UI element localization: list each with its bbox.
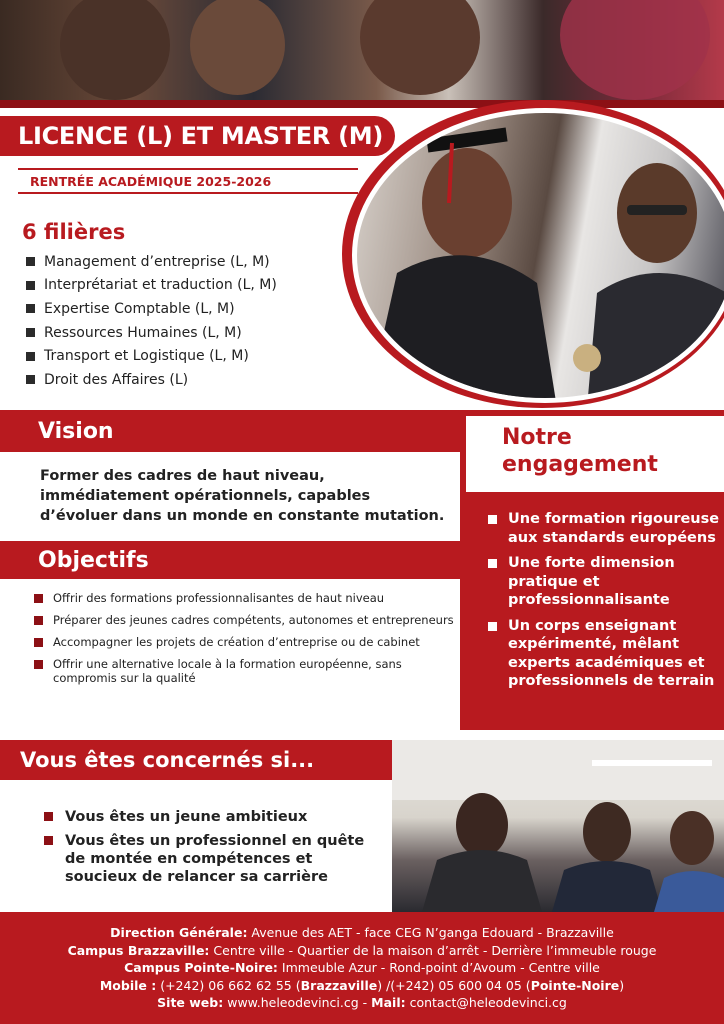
- list-item: [34, 657, 454, 685]
- graduation-photo: [352, 108, 724, 403]
- concernes-text: Vous êtes un professionnel en quête de montée en compétences et soucieux de relancer sa carrière: [65, 833, 365, 885]
- footer-city: Pointe-Noire: [530, 977, 620, 993]
- list-item: [26, 344, 277, 368]
- filieres-heading: 6 filières: [22, 220, 126, 244]
- footer-value: Centre ville - Quartier de la maison d’arrêt - Derrière l’immeuble rouge: [209, 942, 657, 958]
- bullet-square-icon: [26, 281, 35, 290]
- filiere-label: Transport et Logistique (L, M): [44, 348, 249, 365]
- filiere-label: Interprétariat et traduction (L, M): [44, 277, 277, 294]
- academic-year-bar: [18, 168, 358, 194]
- student-face: [360, 0, 480, 95]
- bullet-square-icon: [488, 559, 497, 568]
- engagement-heading-line2: engagement: [502, 452, 658, 477]
- bullet-square-icon: [26, 257, 35, 266]
- objectif-text: Préparer des jeunes cadres compétents, autonomes et entrepreneurs: [53, 613, 454, 627]
- bullet-square-icon: [44, 812, 53, 821]
- academic-year: RENTRÉE ACADÉMIQUE 2025-2026: [30, 173, 272, 189]
- footer-mobile: [0, 977, 724, 995]
- footer-web: [0, 994, 724, 1012]
- students-illustration: [392, 740, 724, 912]
- student-clothing: [560, 0, 710, 100]
- bullet-square-icon: [488, 622, 497, 631]
- students-photo: [392, 740, 724, 912]
- list-item: [26, 274, 277, 298]
- footer-label: Site web:: [157, 995, 224, 1010]
- filiere-label: Expertise Comptable (L, M): [44, 300, 235, 317]
- program-title-bar: [0, 116, 395, 156]
- graduation-illustration: [357, 113, 724, 403]
- list-item: [34, 613, 454, 627]
- list-item: [34, 635, 454, 649]
- filiere-label: Management d’entreprise (L, M): [44, 253, 270, 270]
- objectifs-heading: Objectifs: [38, 547, 149, 573]
- engagement-list: [488, 510, 720, 698]
- footer-value: Avenue des AET - face CEG N’ganga Edouard - Brazzaville: [247, 925, 614, 940]
- engagement-heading-line1: Notre: [502, 425, 572, 450]
- footer-label: Campus Pointe-Noire:: [124, 960, 278, 975]
- concernes-text: Vous êtes un jeune ambitieux: [65, 809, 308, 825]
- bullet-square-icon: [34, 660, 43, 669]
- top-divider: [0, 100, 724, 108]
- list-item: [26, 250, 277, 274]
- list-item: [488, 554, 720, 610]
- footer-label: Mobile :: [99, 977, 157, 993]
- objectifs-heading-bar: [0, 541, 460, 579]
- bullet-square-icon: [488, 515, 497, 524]
- bullet-square-icon: [34, 638, 43, 647]
- program-title: LICENCE (L) ET MASTER (M): [18, 122, 384, 150]
- engagement-heading-box: [466, 416, 724, 492]
- footer-value: (+242) 06 662 62 55 (: [156, 977, 301, 993]
- list-item: [26, 368, 277, 392]
- email-link[interactable]: contact@heleodevinci.cg: [405, 995, 567, 1010]
- bullet-square-icon: [44, 836, 53, 845]
- list-item: [488, 617, 720, 691]
- list-item: [26, 297, 277, 321]
- list-item: [34, 591, 454, 605]
- hero-photo-students: [0, 0, 724, 100]
- bullet-square-icon: [26, 328, 35, 337]
- list-item: [26, 321, 277, 345]
- bullet-square-icon: [26, 304, 35, 313]
- footer-label: Mail:: [371, 995, 406, 1010]
- list-item: [488, 510, 720, 547]
- bullet-square-icon: [26, 375, 35, 384]
- footer-direction: [0, 924, 724, 942]
- bullet-square-icon: [34, 594, 43, 603]
- footer-campus-pointe-noire: [0, 959, 724, 977]
- objectif-text: Offrir des formations professionnalisantes de haut niveau: [53, 591, 385, 605]
- website-link[interactable]: www.heleodevinci.cg -: [223, 995, 372, 1010]
- student-face: [60, 0, 170, 100]
- footer-city: Brazzaville: [300, 977, 378, 993]
- bullet-square-icon: [26, 352, 35, 361]
- list-item: [44, 808, 384, 826]
- bullet-square-icon: [34, 616, 43, 625]
- objectif-text: Accompagner les projets de création d’entreprise ou de cabinet: [53, 635, 420, 649]
- objectifs-list: [34, 591, 454, 693]
- footer-value: ) /(+242) 05 600 04 05 (: [377, 977, 531, 993]
- engagement-text: Une forte dimension pratique et professionnalisante: [508, 555, 675, 608]
- engagement-text: Un corps enseignant expérimenté, mêlant experts académiques et professionnels de terrain: [508, 617, 715, 689]
- vision-heading-bar: [0, 410, 460, 452]
- filiere-label: Droit des Affaires (L): [44, 371, 189, 388]
- concernes-list: [44, 808, 384, 892]
- contact-footer: [0, 912, 724, 1024]
- filieres-list: [26, 250, 277, 392]
- vision-heading: Vision: [38, 418, 114, 444]
- student-face: [190, 0, 285, 95]
- footer-value: ): [619, 977, 625, 993]
- vision-text: Former des cadres de haut niveau, immédiatement opérationnels, capables d’évoluer dans un monde en constante mutation.: [40, 468, 445, 524]
- concernes-heading-bar: [0, 740, 392, 780]
- engagement-text: Une formation rigoureuse aux standards européens: [508, 511, 720, 546]
- footer-label: Direction Générale:: [110, 925, 248, 940]
- filiere-label: Ressources Humaines (L, M): [44, 324, 242, 341]
- concernes-heading: Vous êtes concernés si...: [20, 748, 315, 772]
- footer-label: Campus Brazzaville:: [67, 942, 210, 958]
- list-item: [44, 832, 384, 886]
- footer-campus-brazzaville: [0, 942, 724, 960]
- footer-value: Immeuble Azur - Rond-point d’Avoum - Centre ville: [277, 960, 600, 975]
- objectif-text: Offrir une alternative locale à la formation européenne, sans compromis sur la qualité: [53, 657, 402, 685]
